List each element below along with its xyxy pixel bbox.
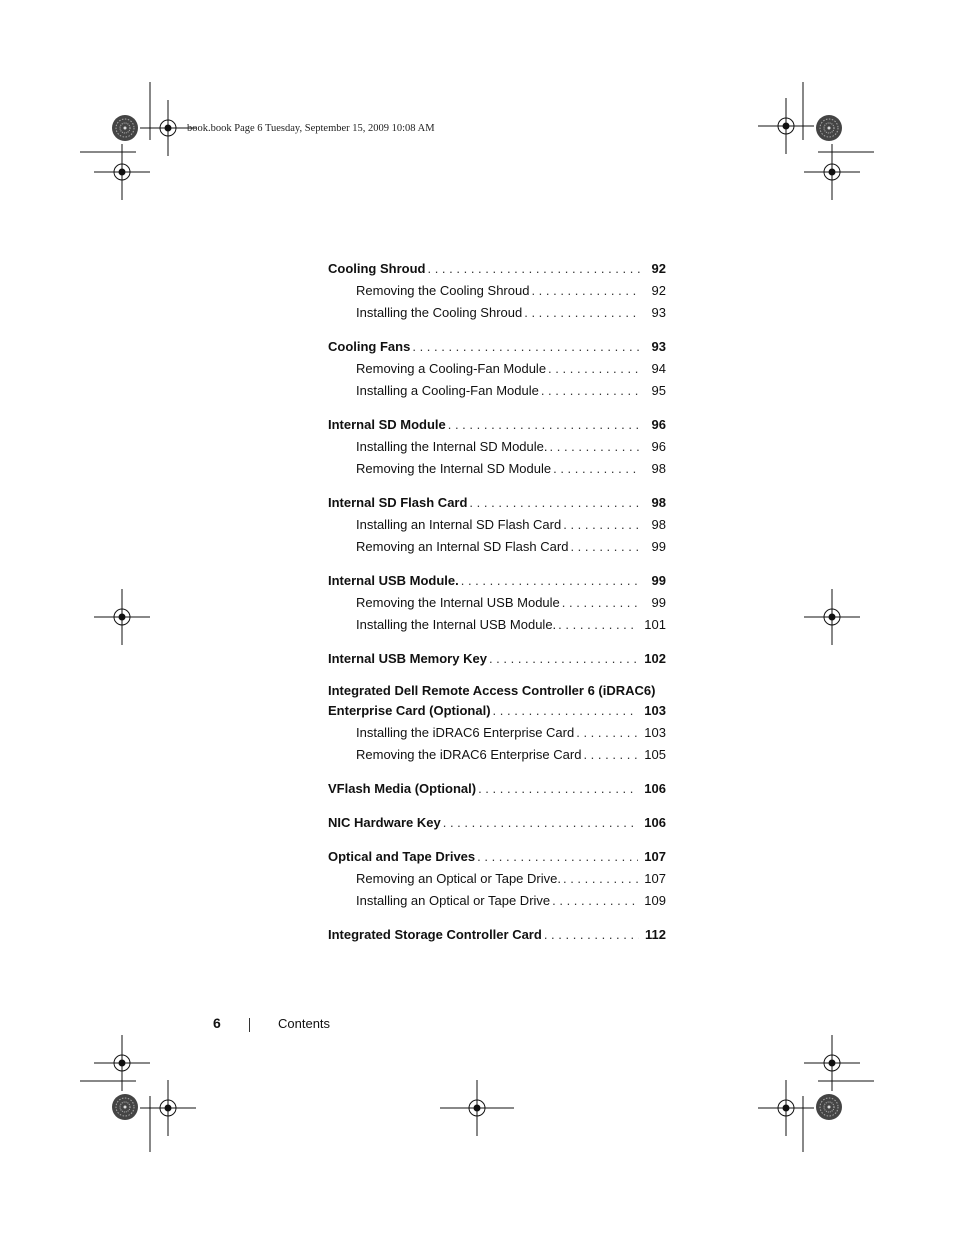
toc-entry-title: Removing the Internal USB Module: [356, 595, 560, 610]
toc-entry-page-number: 92: [651, 261, 666, 276]
dot-leader: [544, 924, 639, 946]
dot-leader: [558, 614, 638, 636]
toc-section-entry[interactable]: [328, 812, 666, 834]
toc-entry-page-number: 94: [651, 361, 666, 376]
table-of-contents: [328, 258, 666, 946]
toc-entry-title: Installing an Optical or Tape Drive: [356, 893, 551, 908]
dot-leader: [489, 648, 638, 670]
crop-mark-top-right: [758, 82, 874, 200]
toc-entry-title: Cooling Shroud: [328, 261, 426, 276]
dot-leader: [469, 492, 640, 514]
toc-subsection-entry[interactable]: [328, 868, 666, 890]
toc-entry-title: Installing the Cooling Shroud: [356, 305, 523, 320]
print-header-slug: book.book Page 6 Tuesday, September 15, 2009 10:08 AM: [187, 123, 435, 134]
toc-entry-title: Removing the Internal SD Module: [356, 461, 552, 476]
toc-subsection-entry[interactable]: [328, 890, 666, 912]
footer-section-label: Contents: [278, 1016, 331, 1031]
dot-leader: [427, 258, 640, 280]
toc-subsection-entry[interactable]: [328, 536, 666, 558]
dot-leader: [550, 436, 641, 458]
toc-section-entry[interactable]: [328, 258, 666, 280]
toc-entry-page-number: 102: [644, 651, 666, 666]
dot-leader: [570, 536, 640, 558]
dot-leader: [461, 570, 640, 592]
toc-entry-page-number: 93: [651, 305, 666, 320]
toc-entry-page-number: 103: [644, 725, 666, 740]
toc-entry-title: Internal USB Memory Key: [328, 651, 487, 666]
toc-section-entry[interactable]: [328, 336, 666, 358]
footer-divider: [249, 1018, 250, 1032]
dot-leader: [443, 812, 639, 834]
toc-entry-title: Removing the Cooling Shroud: [356, 283, 530, 298]
toc-entry-title: Installing an Internal SD Flash Card: [356, 517, 562, 532]
toc-section-entry[interactable]: [328, 846, 666, 868]
dot-leader: [541, 380, 640, 402]
toc-entry-page-number: 96: [651, 417, 666, 432]
toc-subsection-entry[interactable]: [328, 722, 666, 744]
dot-leader: [412, 336, 640, 358]
dot-leader: [477, 846, 638, 868]
toc-section-entry[interactable]: [328, 648, 666, 670]
toc-subsection-entry[interactable]: [328, 592, 666, 614]
dot-leader: [531, 280, 640, 302]
toc-entry-title: Internal USB Module.: [328, 573, 459, 588]
toc-entry-page-number: 109: [644, 893, 666, 908]
crop-mark-mid-left: [94, 589, 150, 645]
toc-section-entry[interactable]: [328, 924, 666, 946]
toc-entry-page-number: 105: [644, 747, 666, 762]
toc-entry-page-number: 93: [651, 339, 666, 354]
toc-entry-title: Installing the iDRAC6 Enterprise Card: [356, 725, 575, 740]
toc-entry-page-number: 99: [651, 573, 666, 588]
crop-mark-mid-right: [804, 589, 860, 645]
toc-entry-title: Cooling Fans: [328, 339, 411, 354]
toc-entry-page-number: 101: [644, 617, 666, 632]
toc-entry-page-number: 95: [651, 383, 666, 398]
dot-leader: [448, 414, 640, 436]
toc-section-entry[interactable]: [328, 492, 666, 514]
dot-leader: [524, 302, 640, 324]
toc-subsection-entry[interactable]: [328, 358, 666, 380]
toc-subsection-entry[interactable]: [328, 302, 666, 324]
footer-page-number: 6: [213, 1015, 221, 1031]
toc-entry-title: Enterprise Card (Optional): [328, 703, 491, 718]
toc-entry-page-number: 99: [651, 539, 666, 554]
dot-leader: [583, 744, 638, 766]
dot-leader: [493, 700, 639, 722]
toc-entry-title: Internal SD Module: [328, 417, 446, 432]
toc-entry-page-number: 98: [651, 495, 666, 510]
dot-leader: [563, 868, 638, 890]
toc-subsection-entry[interactable]: [328, 436, 666, 458]
toc-entry-title: Removing a Cooling-Fan Module: [356, 361, 547, 376]
toc-entry-page-number: 112: [645, 927, 666, 942]
toc-entry-title: Installing a Cooling-Fan Module: [356, 383, 539, 398]
toc-entry-title: Integrated Storage Controller Card: [328, 927, 542, 942]
crop-mark-bottom-left: [80, 1035, 196, 1152]
toc-entry-page-number: 107: [644, 871, 666, 886]
toc-entry-title: Removing an Optical or Tape Drive.: [356, 871, 561, 886]
toc-entry-title: Optical and Tape Drives: [328, 849, 476, 864]
toc-entry-title: Internal SD Flash Card: [328, 495, 468, 510]
crop-mark-top-left: [80, 82, 196, 200]
dot-leader: [562, 592, 640, 614]
toc-entry-title: Removing an Internal SD Flash Card: [356, 539, 569, 554]
dot-leader: [552, 890, 638, 912]
toc-entry-page-number: 99: [651, 595, 666, 610]
toc-entry-page-number: 98: [651, 517, 666, 532]
dot-leader: [563, 514, 640, 536]
dot-leader: [548, 358, 640, 380]
dot-leader: [576, 722, 638, 744]
toc-entry-title: Installing the Internal SD Module.: [356, 439, 548, 454]
crop-mark-bottom-right: [758, 1035, 874, 1152]
toc-entry-page-number: 92: [651, 283, 666, 298]
toc-entry-page-number: 106: [644, 781, 666, 796]
toc-subsection-entry[interactable]: [328, 744, 666, 766]
toc-section-entry[interactable]: [328, 414, 666, 436]
toc-entry-page-number: 96: [651, 439, 666, 454]
toc-subsection-entry[interactable]: [328, 614, 666, 636]
toc-subsection-entry[interactable]: [328, 458, 666, 480]
toc-subsection-entry[interactable]: [328, 280, 666, 302]
toc-entry-title: Installing the Internal USB Module.: [356, 617, 557, 632]
toc-subsection-entry[interactable]: [328, 514, 666, 536]
toc-subsection-entry[interactable]: [328, 380, 666, 402]
toc-section-entry[interactable]: [328, 570, 666, 592]
toc-entry-title-line1: Integrated Dell Remote Access Controller 6 (iDRAC6): [328, 683, 656, 698]
toc-entry-page-number: 103: [644, 703, 666, 718]
toc-section-entry[interactable]: [328, 682, 666, 722]
crop-mark-bottom-center: [440, 1080, 514, 1136]
toc-entry-title: NIC Hardware Key: [328, 815, 441, 830]
dot-leader: [478, 778, 638, 800]
toc-entry-title: Removing the iDRAC6 Enterprise Card: [356, 747, 582, 762]
toc-entry-page-number: 107: [644, 849, 666, 864]
toc-entry-page-number: 98: [651, 461, 666, 476]
toc-entry-title: VFlash Media (Optional): [328, 781, 477, 796]
toc-section-entry[interactable]: [328, 778, 666, 800]
dot-leader: [553, 458, 640, 480]
toc-entry-page-number: 106: [644, 815, 666, 830]
